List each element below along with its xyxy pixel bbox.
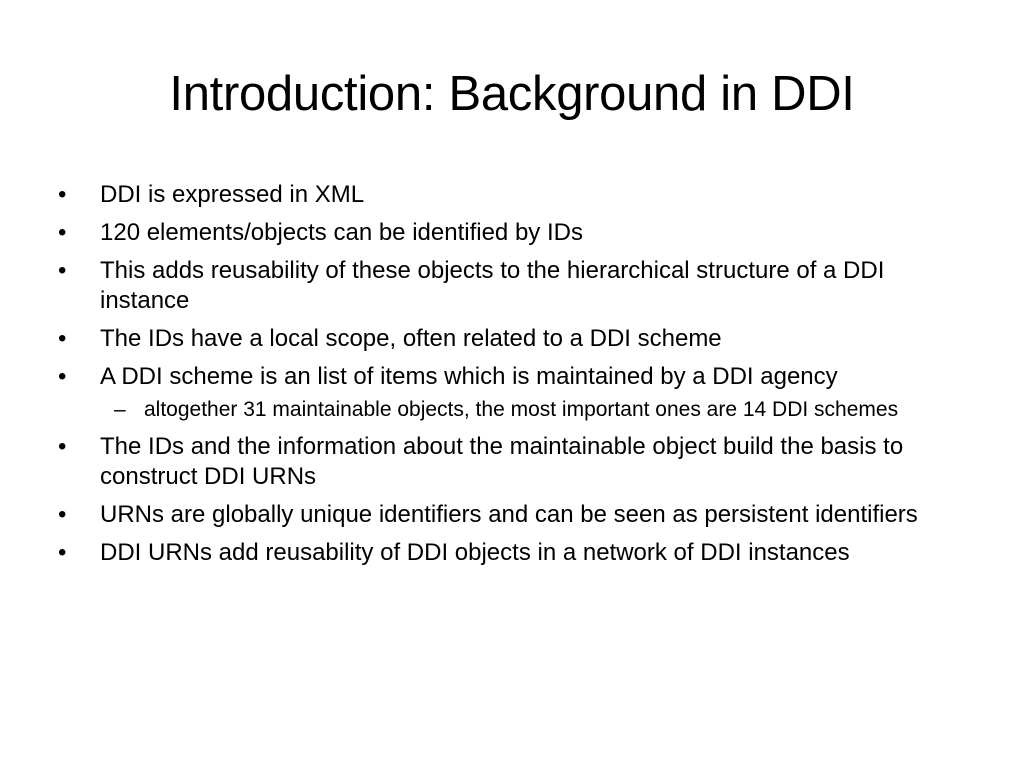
bullet-item xyxy=(58,324,978,354)
slide-title: Introduction: Background in DDI xyxy=(169,67,855,121)
bullet-icon: • xyxy=(58,219,67,246)
sub-bullet-list xyxy=(100,396,978,424)
sub-bullet-item xyxy=(100,396,978,424)
bullet-icon: • xyxy=(58,181,67,208)
bullet-item xyxy=(58,180,978,210)
bullet-text: This adds reusability of these objects to the hierarchical structure of a DDI instance xyxy=(100,257,885,314)
bullet-text: The IDs and the information about the maintainable object build the basis to construct DDI URNs xyxy=(100,433,904,490)
bullet-icon: • xyxy=(58,539,67,566)
bullet-text: A DDI scheme is an list of items which is maintained by a DDI agency xyxy=(100,363,838,390)
bullet-item xyxy=(58,538,978,568)
bullet-text: DDI is expressed in XML xyxy=(100,181,365,208)
bullet-item xyxy=(58,218,978,248)
bullet-list xyxy=(58,180,978,576)
bullet-item xyxy=(58,256,978,316)
bullet-item xyxy=(58,432,978,492)
bullet-icon: • xyxy=(58,501,67,528)
bullet-text: DDI URNs add reusability of DDI objects in a network of DDI instances xyxy=(100,539,850,566)
bullet-item xyxy=(58,500,978,530)
bullet-icon: • xyxy=(58,325,67,352)
bullet-icon: • xyxy=(58,257,67,284)
dash-icon: – xyxy=(114,398,126,421)
bullet-item xyxy=(58,362,978,424)
bullet-icon: • xyxy=(58,363,67,390)
bullet-icon: • xyxy=(58,433,67,460)
bullet-text: URNs are globally unique identifiers and can be seen as persistent identifiers xyxy=(100,501,918,528)
bullet-text: The IDs have a local scope, often related to a DDI scheme xyxy=(100,325,722,352)
bullet-text: 120 elements/objects can be identified by IDs xyxy=(100,219,583,246)
sub-bullet-text: altogether 31 maintainable objects, the most important ones are 14 DDI schemes xyxy=(144,398,899,421)
